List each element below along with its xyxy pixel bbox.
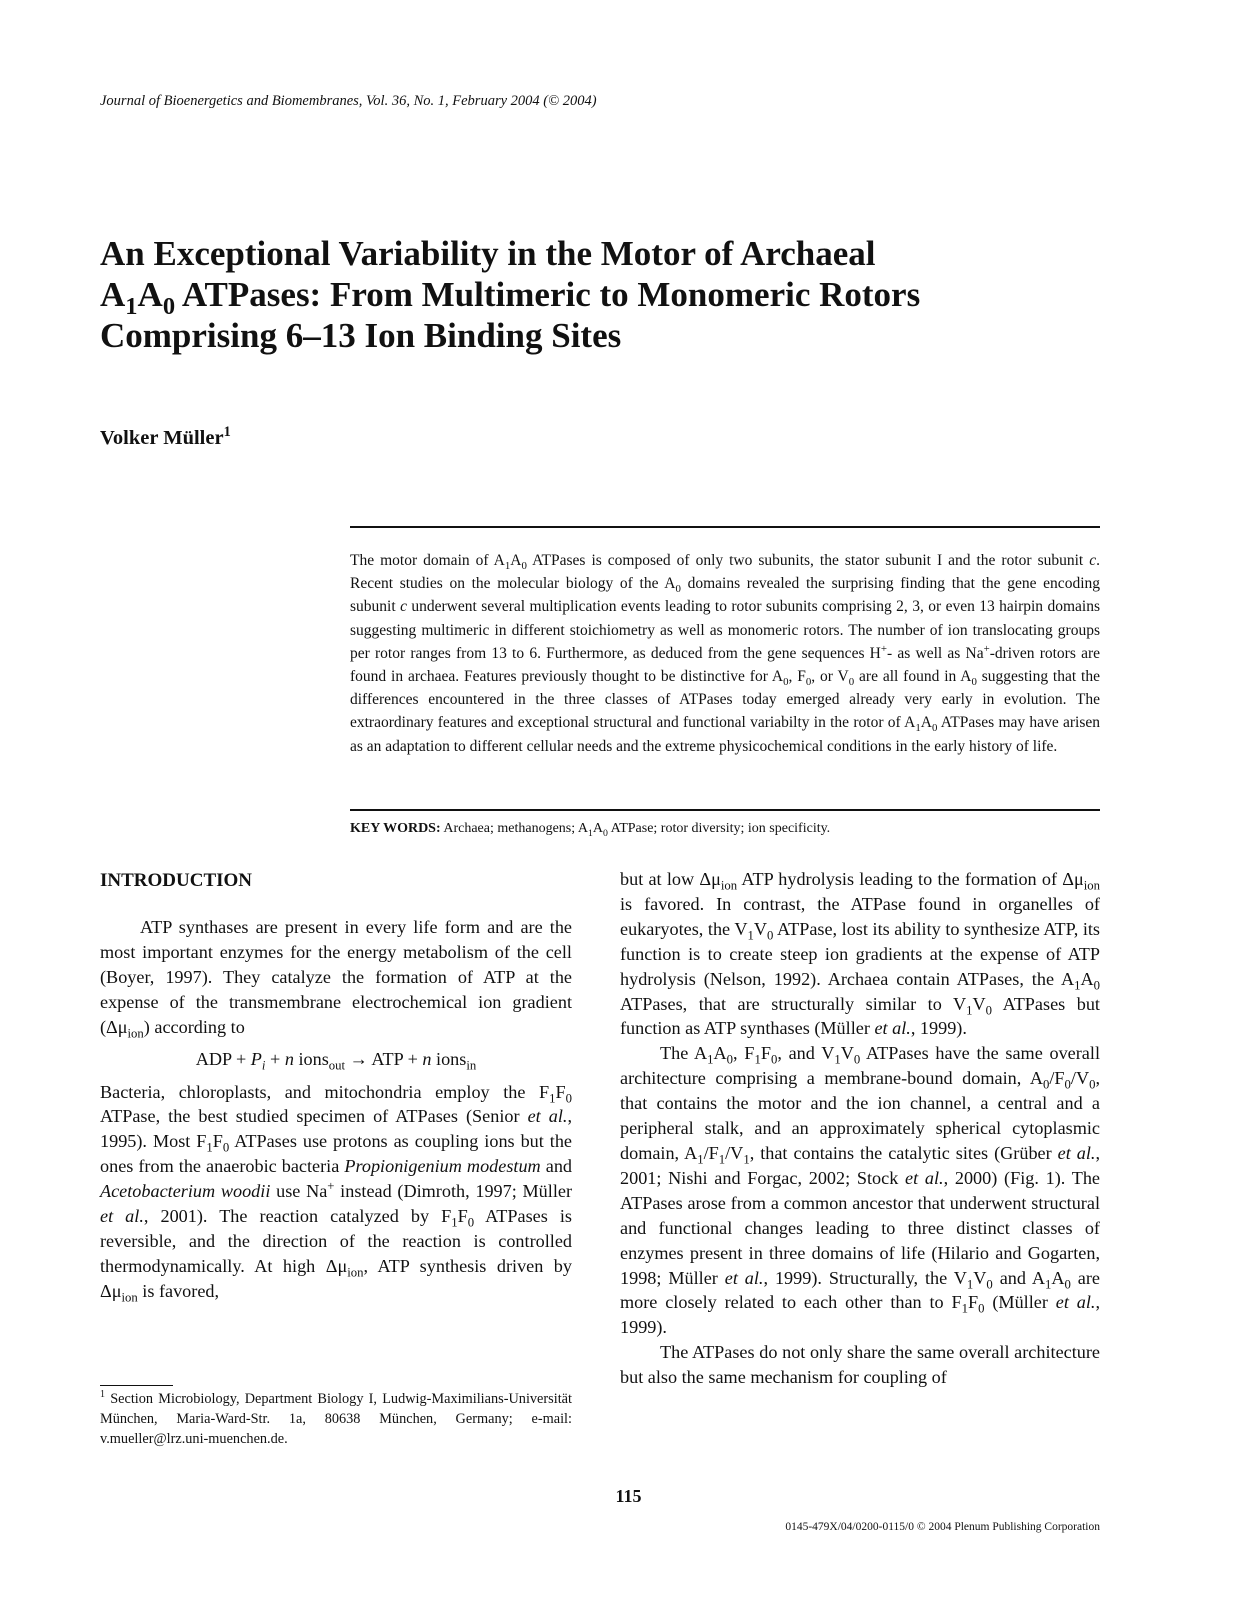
intro-paragraph-1: ATP synthases are present in every life form and are the most important enzymes for the energy metabolism of the cell (Boyer, 1997). They catalyze the formation of ATP at the expense of the transmembrane electrochemical ion gradient $(\Delta\mu_{ion})$ according to [100,917,572,1041]
right-paragraph-1: but at low $\Delta\mu_{ion}$ ATP hydrolysis leading to the formation of $\Delta\mu_{ion}$ is favored. In contrast, the ATPase found in organelles of eukaryotes, the $V_1V_0$ ATPase, lost its ability to synthesize ATP, its function is to create steep ion gradients at the expense of ATP hydrolysis (Nelson, 1992). Archaea contain ATPases, the $A_1A_0$ ATPases, that are structurally similar to $V_1V_0$ ATPases but function as ATP synthases (Müller et al., 1999). [620,869,1101,1039]
abstract-bottom-rule [350,809,1100,811]
author-name: Volker Müller$^1$ [100,424,231,449]
title-line-2: $A_1A_0$ ATPases: From Multimeric to Monomeric Rotors [100,275,921,320]
copyright-line: 0145-479X/04/0200-0115/0 © 2004 Plenum Publishing Corporation [785,1521,1100,1533]
left-column [100,869,572,1304]
section-heading-introduction: INTRODUCTION [100,870,253,891]
journal-header: Journal of Bioenergetics and Biomembranes, Vol. 36, No. 1, February 2004 (© 2004) [100,93,597,109]
footnote-affiliation: $^1$ Section Microbiology, Department Biology I, Ludwig-Maximilians-Universität München, Maria-Ward-Str. 1a, 80638 München, Germany; e-mail: v.mueller@lrz.uni-muenchen.de. [100,1389,572,1447]
title-line-3: Comprising 6–13 Ion Binding Sites [100,316,622,355]
footnote-rule [100,1385,173,1386]
article-title [100,233,1100,356]
right-paragraph-3: The ATPases do not only share the same overall architecture but also the same mechanism for coupling of [620,1342,1100,1388]
title-line-1: An Exceptional Variability in the Motor of Archaeal [100,234,876,273]
right-paragraph-2: The $A_1A_0$, $F_1F_0$, and $V_1V_0$ ATPases have the same overall architecture comprising a membrane-bound domain, $A_0/F_0/V_0$, that contains the motor and the ion channel, a central and a peripheral stalk, and an approximately spherical cytoplasmic domain, $A_1/F_1/V_1$, that contains the catalytic sites (Grüber et al., 2001; Nishi and Forgac, 2002; Stock et al., 2000) (Fig. 1). The ATPases arose from a common ancestor that underwent structural and functional changes leading to three distinct classes of enzymes present in three domains of life (Hilario and Gogarten, 1998; Müller et al., 1999). Structurally, the $V_1V_0$ and $A_1A_0$ are more closely related to each other than to $F_1F_0$ (Müller et al., 1999). [620,1043,1101,1338]
page-number: 115 [615,1486,642,1506]
abstract-text: The motor domain of $A_1A_0$ ATPases is composed of only two subunits, the stator subunit I and the rotor subunit c. Recent studies on the molecular biology of the $A_0$ domains revealed the surprising finding that the gene encoding subunit c underwent several multiplication events leading to rotor subunits comprising 2, 3, or even 13 hairpin domains suggesting multimeric in different stoichiometry as well as monomeric rotors. The number of ion translocating groups per rotor ranges from 13 to 6. Furthermore, as deduced from the gene sequences H+- as well as Na+-driven rotors are found in archaea. Features previously thought to be distinctive for $A_0$, $F_0$, or $V_0$ are all found in $A_0$ suggesting that the differences encountered in the three classes of ATPases today emerged already very early in evolution. The extraordinary features and exceptional structural and functional variabilty in the rotor of $A_1A_0$ ATPases may have arisen as an adaptation to different cellular needs and the extreme physicochemical conditions in the early history of life. [350,552,1100,755]
keywords: KEY WORDS: Archaea; methanogens; $A_1A_0$ ATPase; rotor diversity; ion specificity. [350,821,831,839]
right-column [620,867,1100,1390]
intro-paragraph-2: Bacteria, chloroplasts, and mitochondria employ the $F_1F_0$ ATPase, the best studied specimen of ATPases (Senior et al., 1995). Most $F_1F_0$ ATPases use protons as coupling ions but the ones from the anaerobic bacteria Propionigenium modestum and Acetobacterium woodii use Na+ instead (Dimroth, 1997; Müller et al., 2001). The reaction catalyzed by $F_1F_0$ ATPases is reversible, and the direction of the reaction is controlled thermodynamically. At high $\Delta\mu_{ion}$, ATP synthesis driven by $\Delta\mu_{ion}$ is favored, [100,1081,573,1305]
abstract-top-rule [350,526,1100,528]
reaction-equation: ADP + $P_i + n$ ions$_{out}$ → ATP + n ions$_{in}$ [195,1048,477,1073]
